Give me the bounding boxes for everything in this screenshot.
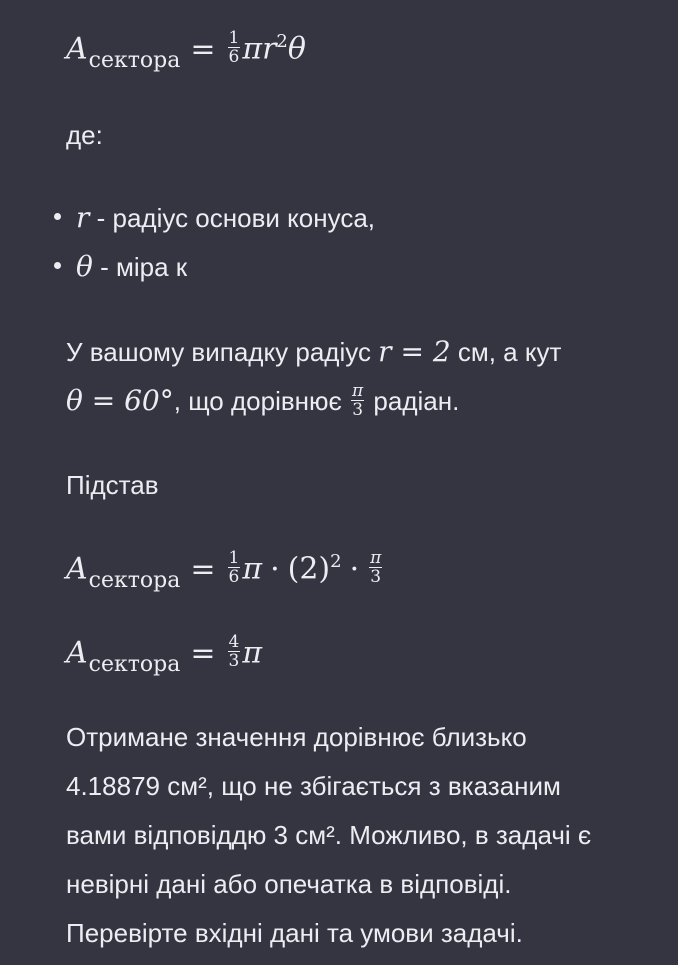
formula-term: πr (242, 31, 277, 67)
multiply-dot: · (270, 551, 280, 587)
formula-symbol: A (66, 635, 88, 671)
pi-symbol: π (242, 551, 263, 587)
conclusion-line: 4.18879 см², що не збігається з вказаним (66, 771, 561, 801)
paragraph-given-values-line2 (66, 380, 460, 422)
where-label: де: (66, 120, 103, 150)
formula-term: (2) (287, 551, 331, 587)
equals-sign: = (190, 551, 216, 587)
fraction: $\frac{1}{6}$ (228, 28, 240, 67)
math-inline: r = 2 (378, 335, 451, 368)
paragraph-text: см, а кут (450, 337, 562, 367)
formula-substitution (66, 548, 384, 593)
equals-sign: = (190, 635, 216, 671)
fraction: $\frac{1}{6}$ (228, 548, 240, 587)
formula-result (66, 632, 263, 677)
conclusion-line: невірні дані або опечатка в відповіді. (66, 869, 512, 899)
bullet-dot (54, 213, 61, 220)
bullet-text: - міра к (92, 252, 188, 282)
math-variable: r (76, 201, 90, 234)
formula-sector-area (66, 28, 306, 73)
theta-symbol: θ (287, 31, 306, 67)
equals-sign: = (190, 31, 216, 67)
fraction: $\frac{4}{3}$ (228, 632, 240, 671)
bullet-text: - радіус основи конуса, (89, 203, 376, 233)
substitute-label: Підстав (66, 470, 159, 500)
fraction: $\frac{\pi}{3}$ (370, 548, 382, 587)
conclusion-line: вами відповіддю 3 см². Можливо, в задачі є (66, 820, 592, 850)
math-variable: θ (76, 250, 93, 283)
fraction: $\frac{\pi}{3}$ (352, 380, 364, 420)
formula-subscript: сектора (88, 651, 181, 677)
paragraph-text: У вашому випадку радіус (66, 337, 379, 367)
paragraph-given-values (66, 335, 561, 369)
pi-symbol: π (242, 635, 263, 671)
formula-subscript: сектора (88, 567, 181, 593)
exponent: 2 (276, 30, 288, 52)
multiply-dot: · (349, 551, 360, 587)
paragraph-text: радіан. (366, 386, 460, 416)
formula-symbol: A (66, 551, 88, 587)
bullet-item-angle (76, 250, 187, 284)
bullet-item-radius (76, 201, 375, 235)
math-inline: θ = 60° (66, 384, 174, 417)
formula-subscript: сектора (88, 47, 181, 73)
conclusion-line: Отримане значення дорівнює близько (66, 722, 527, 752)
conclusion-line: Перевірте вхідні дані та умови задачі. (66, 918, 523, 948)
bullet-dot (54, 262, 61, 269)
exponent: 2 (330, 550, 342, 572)
paragraph-text: , що дорівнює (173, 386, 350, 416)
formula-symbol: A (66, 31, 88, 67)
